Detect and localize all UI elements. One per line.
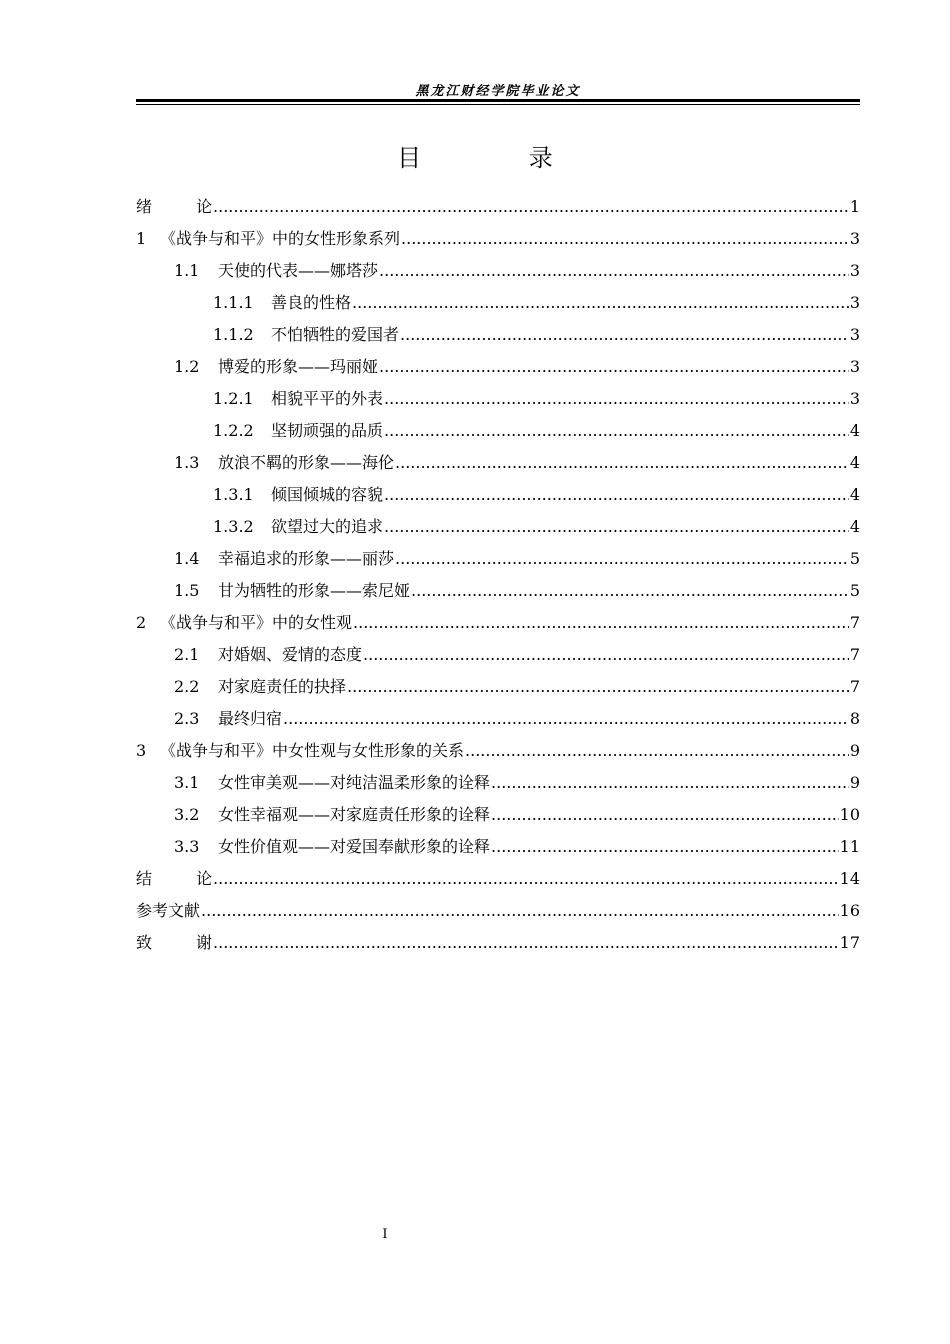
toc-entry-number: 3 [136, 741, 147, 760]
toc-entry-title: 《战争与和平》中的女性观 [160, 613, 353, 632]
toc-entry[interactable] [136, 607, 860, 639]
toc-entry-lead [136, 927, 212, 959]
toc-entry-page: 7 [849, 677, 860, 696]
toc-dot-leader [353, 607, 849, 639]
toc-entry-page: 9 [849, 773, 860, 792]
toc-entry[interactable] [136, 319, 860, 351]
toc-entry-number: 2 [136, 613, 147, 632]
toc-entry[interactable] [136, 287, 860, 319]
toc-entry-lead [174, 351, 378, 383]
toc-dot-leader [379, 255, 849, 287]
header-rule-thin [136, 104, 860, 105]
toc-entry[interactable] [136, 447, 860, 479]
toc-entry-lead [174, 671, 346, 703]
toc-dot-leader [352, 287, 849, 319]
toc-entry-lead [136, 607, 352, 639]
toc-entry-number: 1.2 [174, 357, 200, 376]
toc-dot-leader [379, 351, 849, 383]
toc-dot-leader [347, 671, 849, 703]
toc-entry[interactable] [136, 383, 860, 415]
toc-entry-number: 1.1 [174, 261, 200, 280]
toc-entry-page: 5 [849, 581, 860, 600]
toc-entry[interactable] [136, 703, 860, 735]
toc-title: 目 录 [397, 144, 603, 172]
toc-dot-leader [395, 447, 849, 479]
toc-entry[interactable] [136, 511, 860, 543]
toc-entry-page: 16 [839, 901, 860, 920]
toc-entry-number: 2.1 [174, 645, 200, 664]
toc-entry-page: 4 [849, 517, 860, 536]
toc-entry-title: 对婚姻、爱情的态度 [218, 645, 363, 664]
toc-dot-leader [213, 191, 849, 223]
toc-entry-lead [213, 511, 383, 543]
toc-entry-lead [174, 575, 410, 607]
toc-entry[interactable] [136, 191, 860, 223]
toc-dot-leader [491, 767, 849, 799]
toc-entry[interactable] [136, 799, 860, 831]
toc-dot-leader [411, 575, 849, 607]
toc-entry-number: 1 [136, 229, 147, 248]
toc-entry-title: 欲望过大的追求 [271, 517, 384, 536]
toc-entry[interactable] [136, 831, 860, 863]
toc-entry[interactable] [136, 351, 860, 383]
toc-entry[interactable] [136, 671, 860, 703]
toc-entry-title: 善良的性格 [271, 293, 352, 312]
toc-entry-page: 3 [849, 357, 860, 376]
toc-dot-leader [283, 703, 849, 735]
toc-entry[interactable] [136, 735, 860, 767]
toc-entry-page: 3 [849, 229, 860, 248]
toc-entry-title: 天使的代表——娜塔莎 [218, 261, 379, 280]
toc-entry-lead [136, 223, 400, 255]
toc-entry-page: 3 [849, 293, 860, 312]
toc-dot-leader [384, 511, 849, 543]
toc-entry[interactable] [136, 543, 860, 575]
toc-entry-lead [213, 319, 399, 351]
toc-entry-title: 放浪不羁的形象——海伦 [218, 453, 395, 472]
toc-entry-page: 8 [849, 709, 860, 728]
toc-entry-title: 对家庭责任的抉择 [218, 677, 347, 696]
page-number: I [382, 1227, 388, 1242]
toc-dot-leader [384, 479, 849, 511]
toc-entry-title: 幸福追求的形象——丽莎 [218, 549, 395, 568]
toc-entry-lead [213, 287, 351, 319]
toc-dot-leader [465, 735, 849, 767]
toc-entry-lead [136, 191, 212, 223]
toc-entry-page: 11 [839, 837, 860, 856]
toc-dot-leader [213, 927, 839, 959]
toc-entry-page: 4 [849, 421, 860, 440]
toc-entry-number: 3.2 [174, 805, 200, 824]
toc-entry-title: 相貌平平的外表 [271, 389, 384, 408]
toc-dot-leader [384, 383, 849, 415]
toc-entry-number: 1.2.1 [213, 389, 254, 408]
toc-entry-lead [136, 895, 200, 927]
toc-entry[interactable] [136, 415, 860, 447]
toc-entry-page: 17 [839, 933, 860, 952]
toc-entry[interactable] [136, 479, 860, 511]
toc-entry-number: 1.5 [174, 581, 200, 600]
toc-entry-lead [174, 639, 362, 671]
toc-entry-number: 1.2.2 [213, 421, 254, 440]
toc-entry-title: 博爱的形象——玛丽娅 [218, 357, 379, 376]
toc-entry-lead [136, 735, 464, 767]
toc-entry-lead [213, 383, 383, 415]
toc-entry-page: 10 [839, 805, 860, 824]
toc-entry-page: 14 [839, 869, 860, 888]
toc-entry[interactable] [136, 863, 860, 895]
toc-entry-number: 1.1.1 [213, 293, 254, 312]
toc-dot-leader [384, 415, 849, 447]
toc-entry-lead [174, 831, 490, 863]
toc-dot-leader [400, 319, 849, 351]
header-title: 黑龙江财经学院毕业论文 [415, 84, 581, 99]
toc-dot-leader [363, 639, 849, 671]
toc-dot-leader [213, 863, 839, 895]
toc-entry-title: 最终归宿 [218, 709, 283, 728]
toc-entry-title: 甘为牺牲的形象——索尼娅 [218, 581, 411, 600]
toc-entry-page: 7 [849, 613, 860, 632]
toc-entry-number: 2.2 [174, 677, 200, 696]
toc-entry-number: 3.1 [174, 773, 200, 792]
toc-entry[interactable] [136, 575, 860, 607]
toc-entry-page: 3 [849, 389, 860, 408]
toc-entry-lead [174, 447, 394, 479]
toc-entry-title: 《战争与和平》中的女性形象系列 [160, 229, 401, 248]
toc-entry-title: 不怕牺牲的爱国者 [271, 325, 400, 344]
toc-entry-number: 1.3.2 [213, 517, 254, 536]
toc-entry-page: 1 [849, 197, 860, 216]
toc-entry-title: 女性幸福观——对家庭责任形象的诠释 [218, 805, 491, 824]
toc-dot-leader [395, 543, 849, 575]
toc-entry-number: 2.3 [174, 709, 200, 728]
toc-entry-title: 致 谢 [136, 933, 213, 952]
toc-entry-lead [174, 543, 394, 575]
toc-entry-page: 9 [849, 741, 860, 760]
toc-entry-page: 3 [849, 261, 860, 280]
toc-entry-number: 3.3 [174, 837, 200, 856]
toc-entry-number: 1.4 [174, 549, 200, 568]
toc-entry-lead [213, 415, 383, 447]
toc-entry-lead [174, 767, 490, 799]
toc-entry[interactable] [136, 223, 860, 255]
toc-entry-number: 1.1.2 [213, 325, 254, 344]
toc-dot-leader [491, 799, 839, 831]
toc-dot-leader [401, 223, 849, 255]
toc-entry[interactable] [136, 255, 860, 287]
toc-dot-leader [201, 895, 839, 927]
toc-entry[interactable] [136, 639, 860, 671]
toc-entry-number: 1.3.1 [213, 485, 254, 504]
toc-entry-page: 7 [849, 645, 860, 664]
toc-entry-lead [213, 479, 383, 511]
toc-entry[interactable] [136, 927, 860, 959]
toc-entry-lead [174, 703, 282, 735]
table-of-contents [136, 191, 860, 959]
toc-entry-title: 参考文献 [136, 901, 201, 920]
toc-entry-title: 女性价值观——对爱国奉献形象的诠释 [218, 837, 491, 856]
toc-entry[interactable] [136, 895, 860, 927]
toc-entry-title: 绪 论 [136, 197, 213, 216]
toc-entry-lead [174, 799, 490, 831]
header-rule-thick [136, 99, 860, 102]
toc-entry-page: 4 [849, 485, 860, 504]
toc-entry-title: 倾国倾城的容貌 [271, 485, 384, 504]
toc-entry-page: 5 [849, 549, 860, 568]
toc-entry-page: 4 [849, 453, 860, 472]
toc-entry-title: 坚韧顽强的品质 [271, 421, 384, 440]
toc-entry-title: 结 论 [136, 869, 213, 888]
toc-entry-number: 1.3 [174, 453, 200, 472]
toc-entry[interactable] [136, 767, 860, 799]
toc-entry-page: 3 [849, 325, 860, 344]
toc-entry-title: 《战争与和平》中女性观与女性形象的关系 [160, 741, 465, 760]
toc-entry-title: 女性审美观——对纯洁温柔形象的诠释 [218, 773, 491, 792]
toc-entry-lead [174, 255, 378, 287]
toc-dot-leader [491, 831, 839, 863]
toc-entry-lead [136, 863, 212, 895]
